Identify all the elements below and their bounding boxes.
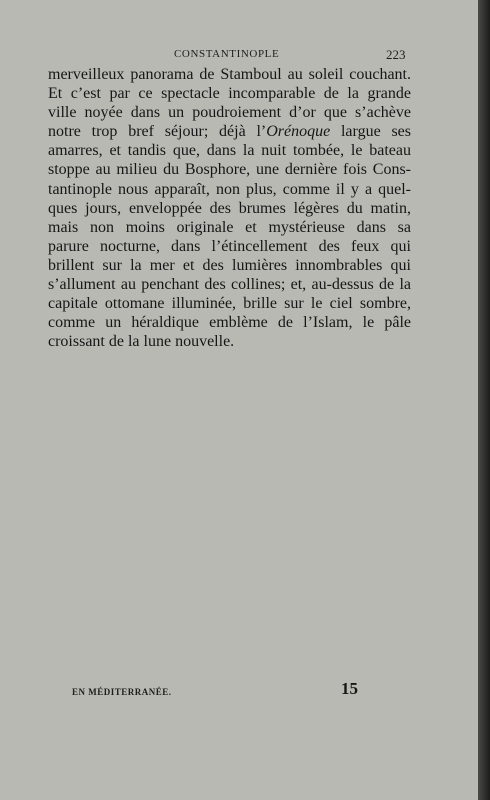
text-line: comme un héraldique emblème de l’Islam, le pâle — [48, 314, 411, 332]
text-line: stoppe au milieu du Bosphore, une dernière fois Cons- — [48, 161, 411, 179]
text-line: Et c’est par ce spectacle incomparable de la grande — [48, 85, 411, 103]
text-line: parure nocturne, dans l’étincellement des feux qui — [48, 237, 411, 255]
text-line: amarres, et tandis que, dans la nuit tombée, le bateau — [48, 142, 411, 160]
text-line: brillent sur la mer et des lumières innombrables qui — [48, 256, 411, 274]
page-edge-shadow — [478, 0, 490, 800]
body-paragraph — [48, 65, 411, 351]
text-line: mais non moins originale et mystérieuse dans sa — [48, 218, 411, 236]
signature-mark: EN MÉDITERRANÉE. — [72, 687, 172, 697]
text-line: ville noyée dans un poudroiement d’or que s’achève — [48, 104, 411, 122]
page-number: 223 — [386, 47, 406, 62]
ship-name: Orénoque — [266, 123, 331, 141]
text-line — [48, 122, 411, 141]
text-line: capitale ottomane illuminée, brille sur le ciel sombre, — [48, 295, 411, 313]
text-segment: notre trop bref séjour; déjà l’ — [48, 123, 267, 141]
text-line: s’allument au penchant des collines; et, au-dessus de la — [48, 276, 411, 294]
text-segment: largue ses — [330, 123, 412, 141]
text-line: croissant de la lune nouvelle. — [48, 333, 235, 351]
text-line: tantinople nous apparaît, non plus, comme il y a quel- — [48, 180, 411, 198]
text-line: merveilleux panorama de Stamboul au soleil couchant. — [48, 66, 411, 83]
text-line: ques jours, enveloppée des brumes légères du matin, — [48, 199, 411, 217]
running-head-title: CONSTANTINOPLE — [174, 48, 280, 60]
signature-number: 15 — [341, 679, 358, 698]
